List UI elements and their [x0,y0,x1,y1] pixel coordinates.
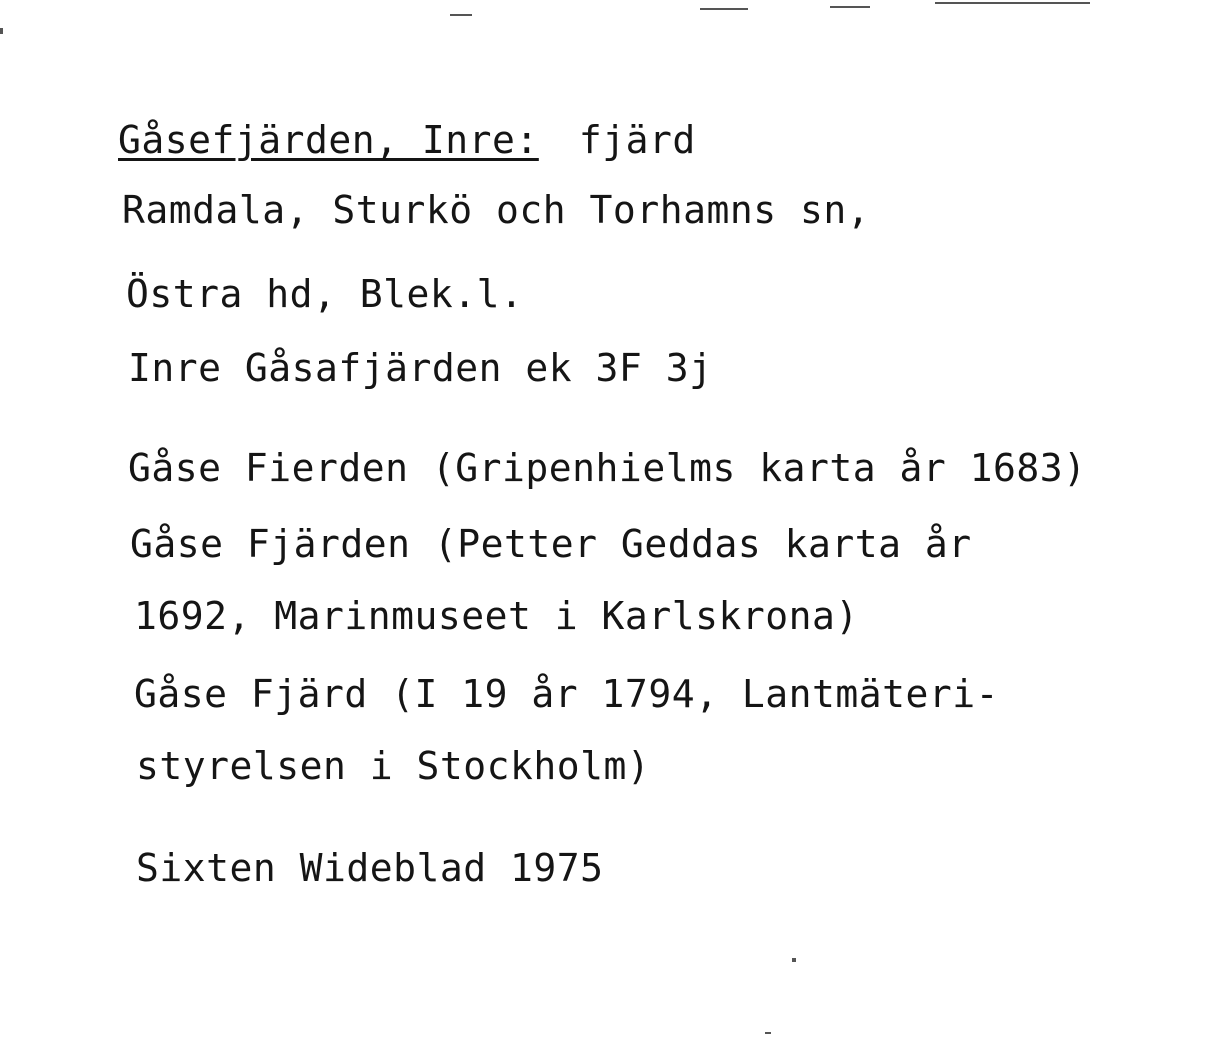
scan-speck [935,2,1090,4]
historical-form-line: Gåse Fjärden (Petter Geddas karta år [130,522,972,566]
heading-line [118,118,696,162]
historical-form-line: Gåse Fjärd (I 19 år 1794, Lantmäteri- [134,672,999,716]
scan-speck [0,28,3,34]
signature-line: Sixten Wideblad 1975 [136,846,604,890]
scan-speck [450,14,472,16]
place-name-heading: Gåsefjärden, Inre: [118,118,539,162]
place-category: fjärd [578,118,696,162]
scan-speck [765,1032,771,1034]
historical-form-line: 1692, Marinmuseet i Karlskrona) [134,594,859,638]
scan-speck [792,958,796,962]
district-line: Östra hd, Blek.l. [126,272,524,316]
map-reference-line: Inre Gåsafjärden ek 3F 3j [128,346,713,390]
parish-line: Ramdala, Sturkö och Torhamns sn, [122,188,871,232]
historical-form-line: styrelsen i Stockholm) [136,744,651,788]
scan-speck [700,8,748,10]
historical-form-line: Gåse Fierden (Gripenhielms karta år 1683) [128,446,1087,490]
scan-speck [830,6,870,8]
